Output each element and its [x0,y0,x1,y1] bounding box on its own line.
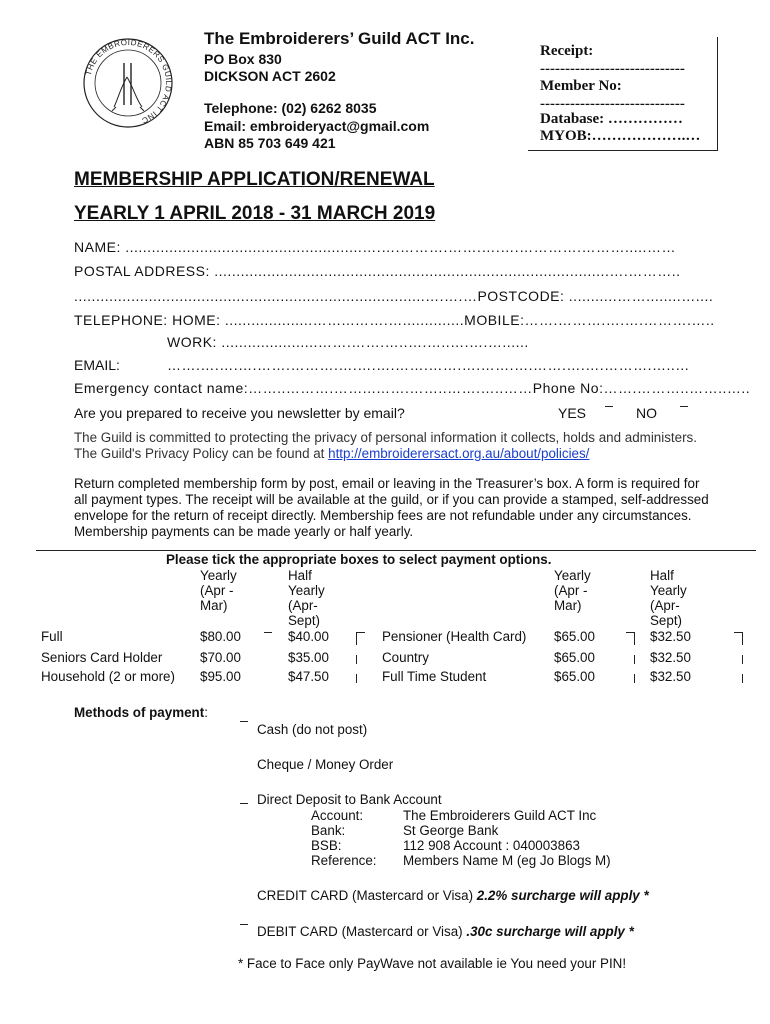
row-label-student: Full Time Student [382,669,487,684]
myob-label: MYOB:……………….… [540,128,701,144]
cash-checkbox[interactable] [240,721,248,722]
fee-half: $32.50 [650,650,691,665]
tick-box[interactable] [356,632,365,645]
fee-yearly: $65.00 [554,629,595,644]
separator: ----------------------------- [540,96,685,112]
fee-yearly: $65.00 [554,650,595,665]
fee-yearly: $80.00 [200,629,241,644]
bank-key: Bank: [311,823,346,838]
postcode-field[interactable]: ................................................................................….….…POSTCODE: ...........……........….... [74,288,714,304]
email: Email: embroideryact@gmail.com [204,118,430,134]
suburb: DICKSON ACT 2602 [204,68,336,84]
telephone-field[interactable]: TELEPHONE: HOME: ....................……...…….…..............MOBILE:…….……….….….……….….. [74,312,715,328]
work-phone-field[interactable]: WORK: ......................…….…….…..….…..….….…...... [167,334,529,350]
tick-box[interactable] [634,655,635,664]
privacy-statement [74,430,714,462]
cash-option: Cash (do not post) [257,722,368,737]
receipt-label: Receipt: [540,43,594,59]
bank-key: BSB: [311,838,342,853]
credit-surcharge: 2.2% surcharge will apply * [476,888,649,903]
telephone: Telephone: (02) 6262 8035 [204,100,377,116]
name-field[interactable]: NAME: ......................................................….….……….…….….….………….……….....…… [74,239,676,255]
no-label: NO [636,405,657,421]
row-label-pensioner: Pensioner (Health Card) [382,629,527,644]
col-half-header: Half Yearly (Apr- Sept) [650,568,687,628]
debit-card-label: DEBIT CARD (Mastercard or Visa) [257,924,467,939]
email-label: EMAIL: [74,357,120,373]
bank-value: The Embroiderers Guild ACT Inc [403,808,597,823]
bank-key: Account: [311,808,364,823]
bank-key: Reference: [311,853,377,868]
fee-half: $32.50 [650,669,691,684]
col-half-header: Half Yearly (Apr- Sept) [288,568,325,628]
yes-checkbox[interactable] [605,406,613,407]
tick-box[interactable] [634,674,635,683]
database-label: Database: …………… [540,111,683,127]
row-label-full: Full [41,629,63,644]
deposit-checkbox[interactable] [240,803,248,804]
col-yearly-header: Yearly (Apr - Mar) [554,568,591,613]
po-box: PO Box 830 [204,51,282,67]
return-instructions: Return completed membership form by post, email or leaving in the Treasurer’s box. A form is required for all payment types. The receipt will be available at the guild, or if you can provide a stamped, self-addressed envelope for the return of receipt directly. Membership fees are not refundable under any circumstances. Membership payments can be made yearly or half yearly. [74,476,709,539]
office-use-box [528,37,718,151]
yes-label: YES [558,405,587,421]
member-no-label: Member No: [540,78,622,94]
footnote: * Face to Face only PayWave not available ie You need your PIN! [238,956,627,971]
org-name: The Embroiderers’ Guild ACT Inc. [204,29,475,48]
tick-box[interactable] [356,674,357,683]
cheque-option: Cheque / Money Order [257,757,394,772]
fee-half: $47.50 [288,669,329,684]
fee-half: $32.50 [650,629,691,644]
divider [36,550,756,551]
col-yearly-header: Yearly (Apr - Mar) [200,568,237,613]
separator: ----------------------------- [540,61,685,77]
bank-value: 112 908 Account : 040003863 [403,838,580,853]
credit-card-label: CREDIT CARD (Mastercard or Visa) [257,888,477,903]
fee-yearly: $70.00 [200,650,241,665]
row-label-seniors: Seniors Card Holder [41,650,163,665]
tick-box[interactable] [356,655,357,664]
abn: ABN 85 703 649 421 [204,135,336,151]
tick-box[interactable] [734,632,743,645]
row-label-household: Household (2 or more) [41,669,175,684]
privacy-text: The Guild is committed to protecting the privacy of personal information it collects, holds and administers. The Guild's Privacy Policy can be found at [74,430,697,461]
tick-box[interactable] [264,632,272,633]
tick-box[interactable] [742,655,743,664]
form-period: YEARLY 1 APRIL 2018 - 31 MARCH 2019 [74,203,436,224]
methods-heading [74,705,208,720]
newsletter-question: Are you prepared to receive you newsletter by email? [74,405,405,421]
tick-box[interactable] [742,674,743,683]
fee-half: $40.00 [288,629,329,644]
bank-value: St George Bank [403,823,499,838]
debit-checkbox[interactable] [240,924,248,925]
logo-ring-text: THE EMBROIDERERS GUILD ACT INC [83,37,174,126]
guild-logo [82,37,174,129]
methods-colon: : [204,705,208,720]
debit-surcharge: .30c surcharge will apply * [466,924,634,939]
svg-text:THE EMBROIDERERS GUILD ACT INC [84,38,173,125]
no-checkbox[interactable] [680,406,688,407]
credit-card-option [257,888,649,903]
form-title: MEMBERSHIP APPLICATION/RENEWAL [74,169,435,190]
debit-card-option [257,924,634,939]
row-label-country: Country [382,650,429,665]
deposit-option: Direct Deposit to Bank Account [257,792,442,807]
email-field[interactable]: …….….….….…….……….….….….…….…….….…….….…….….….……….…..… [167,357,690,373]
fee-yearly: $65.00 [554,669,595,684]
payment-table-heading: Please tick the appropriate boxes to select payment options. [166,552,552,567]
bank-value: Members Name M (eg Jo Blogs M) [403,853,611,868]
postal-address-field[interactable]: POSTAL ADDRESS: ..........................................................................................….……….. [74,263,681,279]
emergency-contact-field[interactable]: Emergency contact name:……..……….……...…….……..…….…..……Phone No:…….………..……..….. [74,380,751,396]
tick-box[interactable] [626,632,635,645]
methods-label: Methods of payment [74,705,205,720]
privacy-policy-link[interactable]: http://embroiderersact.org.au/about/policies/ [328,446,590,461]
fee-half: $35.00 [288,650,329,665]
fee-yearly: $95.00 [200,669,241,684]
